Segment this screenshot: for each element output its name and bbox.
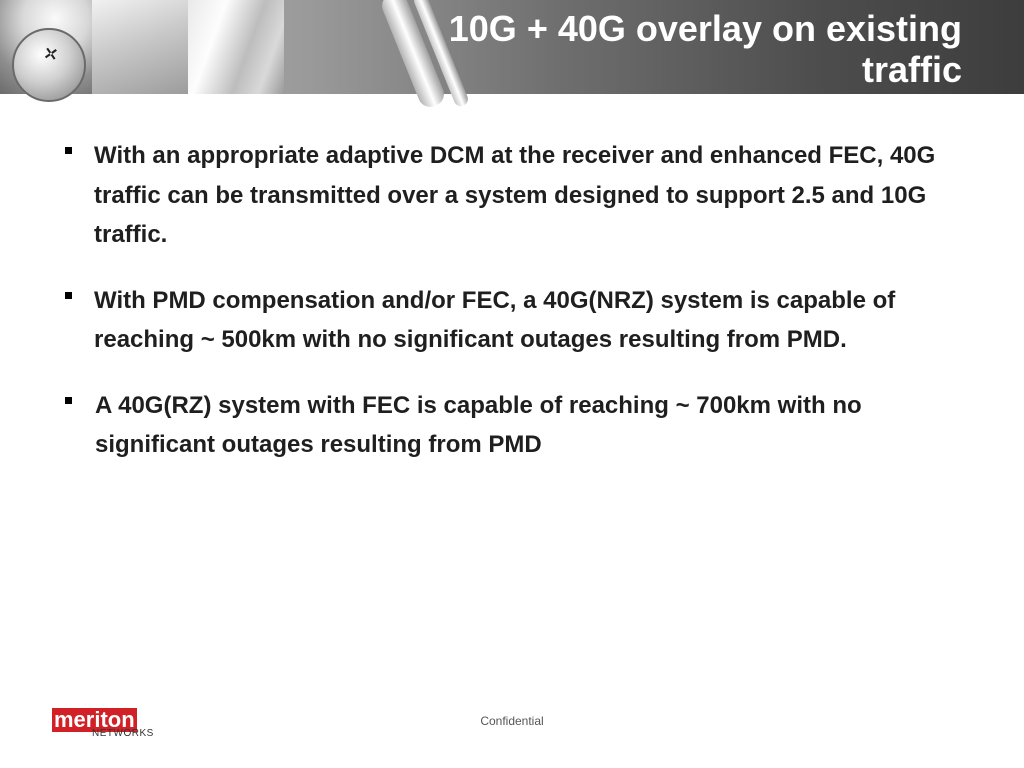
dial-marker-icon: ✛ [39, 41, 64, 67]
footer-confidential-label: Confidential [480, 714, 544, 728]
slide-title: 10G + 40G overlay on existing traffic [448, 8, 962, 90]
header-photo-fiber [188, 0, 284, 94]
bullet-text: With an appropriate adaptive DCM at the receiver and enhanced FEC, 40G traffic can be transmitted over a system designed to support 2.5 and 10G traffic. [94, 142, 936, 248]
logo-subtext: NETWORKS [92, 728, 154, 739]
header-photo-dial [0, 0, 92, 94]
bullet-text: With PMD compensation and/or FEC, a 40G(NRZ) system is capable of reaching ~ 500km with no significant outages resulting from PMD. [94, 286, 896, 353]
bullet-item [62, 386, 962, 465]
header-banner [0, 0, 1024, 94]
bullet-item [62, 136, 962, 255]
logo-wordmark: meriton [54, 707, 135, 732]
square-bullet-icon [65, 292, 72, 299]
square-bullet-icon [65, 397, 72, 404]
bullet-list [62, 136, 962, 491]
square-bullet-icon [65, 147, 72, 154]
bullet-item [62, 281, 962, 360]
header-photo-panel [92, 0, 188, 94]
bullet-text: A 40G(RZ) system with FEC is capable of reaching ~ 700km with no significant outages resulting from PMD [95, 391, 862, 458]
